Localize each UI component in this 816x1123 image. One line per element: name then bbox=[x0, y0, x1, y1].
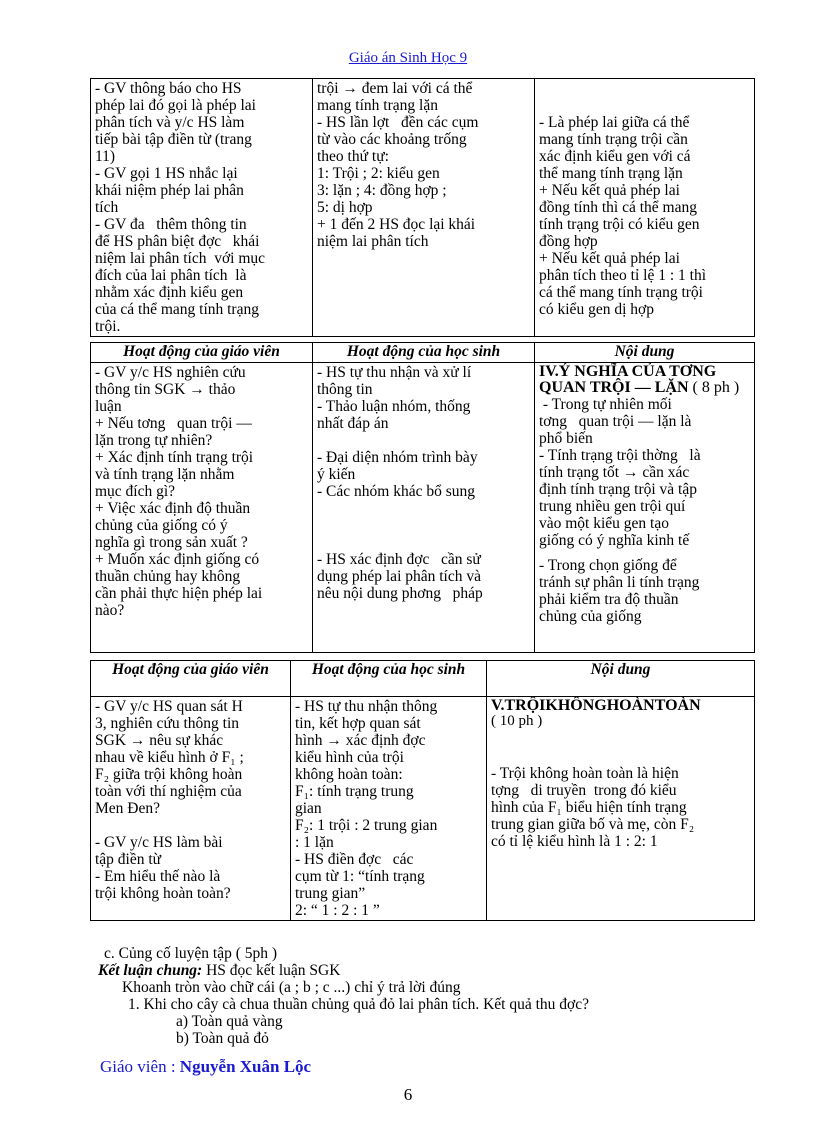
text-line: - GV y/c HS quan sát H bbox=[95, 698, 243, 715]
text-line: tích bbox=[95, 199, 119, 216]
text-line: cá thể mang tính trạng trội bbox=[539, 284, 703, 301]
text-line: - HS tự thu nhận và xử lí bbox=[317, 364, 472, 381]
text-line: nhất đáp án bbox=[317, 415, 389, 432]
text-line: - HS điền đợc các bbox=[295, 851, 414, 868]
text-line: từ vào các khoảng trống bbox=[317, 131, 467, 148]
text-line: tơng quan trội — lặn là bbox=[539, 413, 692, 430]
text-line: niệm lai phân tích bbox=[317, 233, 429, 250]
text-line: dụng phép lai phân tích và bbox=[317, 568, 481, 585]
cell-student-activity bbox=[313, 363, 535, 653]
text-line: 5: dị hợp bbox=[317, 199, 373, 216]
text-line: tránh sự phân li tính trạng bbox=[539, 574, 700, 591]
cell-teacher-activity bbox=[91, 697, 291, 921]
text-line: - HS tự thu nhận thông bbox=[295, 698, 438, 715]
text-line: đồng tính thì cá thể mang bbox=[539, 199, 697, 216]
text-line: hình → xác định đợc bbox=[295, 732, 426, 749]
section-title-v: V.TRỘIKHÔNGHOÀNTOÀN bbox=[491, 697, 701, 714]
text-line: gian bbox=[295, 800, 322, 817]
text-line: toàn với thí nghiệm của bbox=[95, 783, 242, 800]
text-line: vào một kiểu gen tạo bbox=[539, 515, 669, 532]
text-line: - Thảo luận nhóm, thống bbox=[317, 398, 471, 415]
section-title-iv: IV.Ý NGHĨA CỦA TƠNG QUAN TRỘI — LẶN ( 8 ph ) bbox=[539, 363, 740, 396]
text-line: nhằm xác định kiểu gen bbox=[95, 284, 244, 301]
text-line: - GV thông báo cho HS bbox=[95, 80, 242, 97]
page-number: 6 bbox=[403, 1085, 413, 1104]
cell-content bbox=[535, 79, 755, 337]
text-line: nêu nội dung phơng pháp bbox=[317, 585, 483, 602]
text-line: F₂ giữa trội không hoàn bbox=[95, 766, 243, 783]
text-line: chủng của giống bbox=[539, 608, 642, 625]
text-line: phải kiểm tra độ thuần bbox=[539, 591, 679, 608]
text-line: của cá thể mang tính trạng bbox=[95, 301, 259, 318]
text-line: - Trội không hoàn toàn là hiện bbox=[491, 765, 679, 782]
text-line: - GV đa thêm thông tin bbox=[95, 216, 247, 233]
table-dominance-significance bbox=[90, 342, 755, 653]
text-line: mang tính trạng trội cần bbox=[539, 131, 688, 148]
teacher-signature bbox=[100, 1058, 311, 1075]
text-line: đích của lai phân tích là bbox=[95, 267, 247, 284]
text-line: thuần chủng hay không bbox=[95, 568, 241, 585]
text-line: trội không hoàn toàn? bbox=[95, 885, 231, 902]
text-line: cần phải thực hiện phép lai bbox=[95, 585, 263, 602]
cell-student-activity bbox=[291, 697, 487, 921]
text-line: đồng hợp bbox=[539, 233, 598, 250]
text-line: theo thứ tự: bbox=[317, 148, 389, 165]
table-analysis-cross bbox=[90, 78, 755, 337]
conclusion-line bbox=[98, 962, 340, 979]
text-line: - Là phép lai giữa cá thể bbox=[539, 114, 690, 131]
text-line: F₁: tính trạng trung bbox=[295, 783, 414, 800]
option-a: a) Toàn quả vàng bbox=[176, 1013, 283, 1030]
text-line: - GV y/c HS nghiên cứu bbox=[95, 364, 246, 381]
text-line: xác định kiểu gen với cá bbox=[539, 148, 691, 165]
header-content: Nội dung bbox=[535, 343, 755, 363]
conclusion-label: Kết luận chung: bbox=[98, 962, 203, 979]
text-line: + Muốn xác định giống có bbox=[95, 551, 260, 568]
text-line: tập điền từ bbox=[95, 851, 162, 868]
text-line: nhau về kiểu hình ở F₁ ; bbox=[95, 749, 244, 766]
cell-student-activity bbox=[313, 79, 535, 337]
text-line: tiếp bài tập điền từ (trang bbox=[95, 131, 252, 148]
text-line: + Xác định tính trạng trội bbox=[95, 449, 254, 466]
text-line: F₂: 1 trội : 2 trung gian bbox=[295, 817, 438, 834]
page-header: Giáo án Sinh Học 9 bbox=[348, 50, 468, 66]
text-line: và tính trạng lặn nhằm bbox=[95, 466, 235, 483]
text-line: phép lai đó gọi là phép lai bbox=[95, 97, 256, 114]
cell-teacher-activity bbox=[91, 79, 313, 337]
text-line: tợng di truyền trong đó kiểu bbox=[491, 782, 677, 799]
text-line: giống có ý nghĩa kinh tế bbox=[539, 532, 690, 549]
text-line: + Việc xác định độ thuần bbox=[95, 500, 251, 517]
conclusion-text: HS đọc kết luận SGK bbox=[202, 962, 341, 979]
header-student-activity: Hoạt động của học sinh bbox=[291, 661, 487, 697]
header-teacher-activity: Hoạt động của giáo viên bbox=[91, 661, 291, 697]
text-line: hình của F₁ biểu hiện tính trạng bbox=[491, 799, 687, 816]
text-line: để HS phân biệt đợc khái bbox=[95, 233, 260, 250]
text-line: + 1 đến 2 HS đọc lại khái bbox=[317, 216, 476, 233]
text-line: trung gian giữa bố và mẹ, còn F₂ bbox=[491, 816, 695, 833]
teacher-name: Nguyễn Xuân Lộc bbox=[179, 1057, 312, 1076]
teacher-label: Giáo viên : bbox=[100, 1057, 180, 1076]
text-line: niệm lai phân tích với mục bbox=[95, 250, 266, 267]
header-student-activity: Hoạt động của học sinh bbox=[313, 343, 535, 363]
cell-content bbox=[535, 363, 755, 653]
text-line: luận bbox=[95, 398, 122, 415]
text-line: có kiểu gen dị hợp bbox=[539, 301, 654, 318]
text-line: 1: Trội ; 2: kiểu gen bbox=[317, 165, 440, 182]
cell-content bbox=[487, 697, 755, 921]
text-line: tính trạng tốt → cần xác bbox=[539, 464, 690, 481]
text-line: trội → đem lai với cá thể bbox=[317, 80, 473, 97]
text-line: ý kiến bbox=[317, 466, 356, 483]
consolidation-heading: c. Củng cố luyện tập ( 5ph ) bbox=[104, 945, 278, 962]
text-line: phân tích và y/c HS làm bbox=[95, 114, 245, 131]
text-line: kiểu hình của trội bbox=[295, 749, 404, 766]
text-line: chủng của giống có ý bbox=[95, 517, 228, 534]
text-line: - GV gọi 1 HS nhắc lại bbox=[95, 165, 238, 182]
text-line: - Em hiểu thế nào là bbox=[95, 868, 221, 885]
text-line: - Trong tự nhiên mối bbox=[539, 396, 672, 413]
option-b: b) Toàn quả đỏ bbox=[176, 1030, 269, 1047]
text-line: định tính trạng trội và tập bbox=[539, 481, 697, 498]
text-line: trội. bbox=[95, 318, 121, 335]
text-line: phổ biến bbox=[539, 430, 593, 447]
text-line: lặn trong tự nhiên? bbox=[95, 432, 213, 449]
text-line: tính trạng trội có kiểu gen bbox=[539, 216, 700, 233]
table-incomplete-dominance bbox=[90, 660, 755, 921]
text-line: Men Đen? bbox=[95, 800, 160, 817]
text-line: + Nếu kết quả phép lai bbox=[539, 250, 680, 267]
instruction-text: Khoanh tròn vào chữ cái (a ; b ; c ...) chỉ ý trả lời đúng bbox=[122, 979, 461, 996]
text-line: nghĩa gì trong sản xuất ? bbox=[95, 534, 248, 551]
text-line: tin, kết hợp quan sát bbox=[295, 715, 421, 732]
text-line: 3, nghiên cứu thông tin bbox=[95, 715, 240, 732]
text-line: thể mang tính trạng lặn bbox=[539, 165, 683, 182]
text-line: 3: lặn ; 4: đồng hợp ; bbox=[317, 182, 447, 199]
text-line: : 1 lặn bbox=[295, 834, 334, 851]
text-line: không hoàn toàn: bbox=[295, 766, 403, 783]
text-line: - GV y/c HS làm bài bbox=[95, 834, 223, 851]
text-line: SGK → nêu sự khác bbox=[95, 732, 224, 749]
text-line: + Nếu kết quả phép lai bbox=[539, 182, 680, 199]
header-teacher-activity: Hoạt động của giáo viên bbox=[91, 343, 313, 363]
text-line: - HS lần lợt đền các cụm bbox=[317, 114, 479, 131]
question-1: 1. Khi cho cây cà chua thuần chủng quả đỏ lai phân tích. Kết quả thu đợc? bbox=[128, 996, 589, 1013]
text-line: nào? bbox=[95, 602, 125, 619]
section-time: ( 10 ph ) bbox=[491, 713, 543, 729]
text-line: thông tin bbox=[317, 381, 373, 398]
text-line: 2: “ 1 : 2 : 1 ” bbox=[295, 902, 380, 919]
text-line: thông tin SGK → thảo bbox=[95, 381, 236, 398]
text-line: cụm từ 1: “tính trạng bbox=[295, 868, 425, 885]
text-line: 11) bbox=[95, 148, 116, 165]
text-line: mang tính trạng lặn bbox=[317, 97, 438, 114]
text-line: khái niệm phép lai phân bbox=[95, 182, 244, 199]
text-line: - Tính trạng trội thờng là bbox=[539, 447, 701, 464]
text-line: - Đại diện nhóm trình bày bbox=[317, 449, 478, 466]
text-line: + Nếu tơng quan trội — bbox=[95, 415, 252, 432]
text-line: trung nhiều gen trội quí bbox=[539, 498, 686, 515]
text-line: có tỉ lệ kiểu hình là 1 : 2: 1 bbox=[491, 833, 658, 850]
text-line: phân tích theo tỉ lệ 1 : 1 thì bbox=[539, 267, 707, 284]
header-content: Nội dung bbox=[487, 661, 755, 697]
text-line: - Trong chọn giống để bbox=[539, 557, 677, 574]
text-line: trung gian” bbox=[295, 885, 366, 902]
text-line: - HS xác định đợc cần sử bbox=[317, 551, 481, 568]
text-line: - Các nhóm khác bổ sung bbox=[317, 483, 475, 500]
cell-teacher-activity bbox=[91, 363, 313, 653]
text-line: mục đích gì? bbox=[95, 483, 176, 500]
